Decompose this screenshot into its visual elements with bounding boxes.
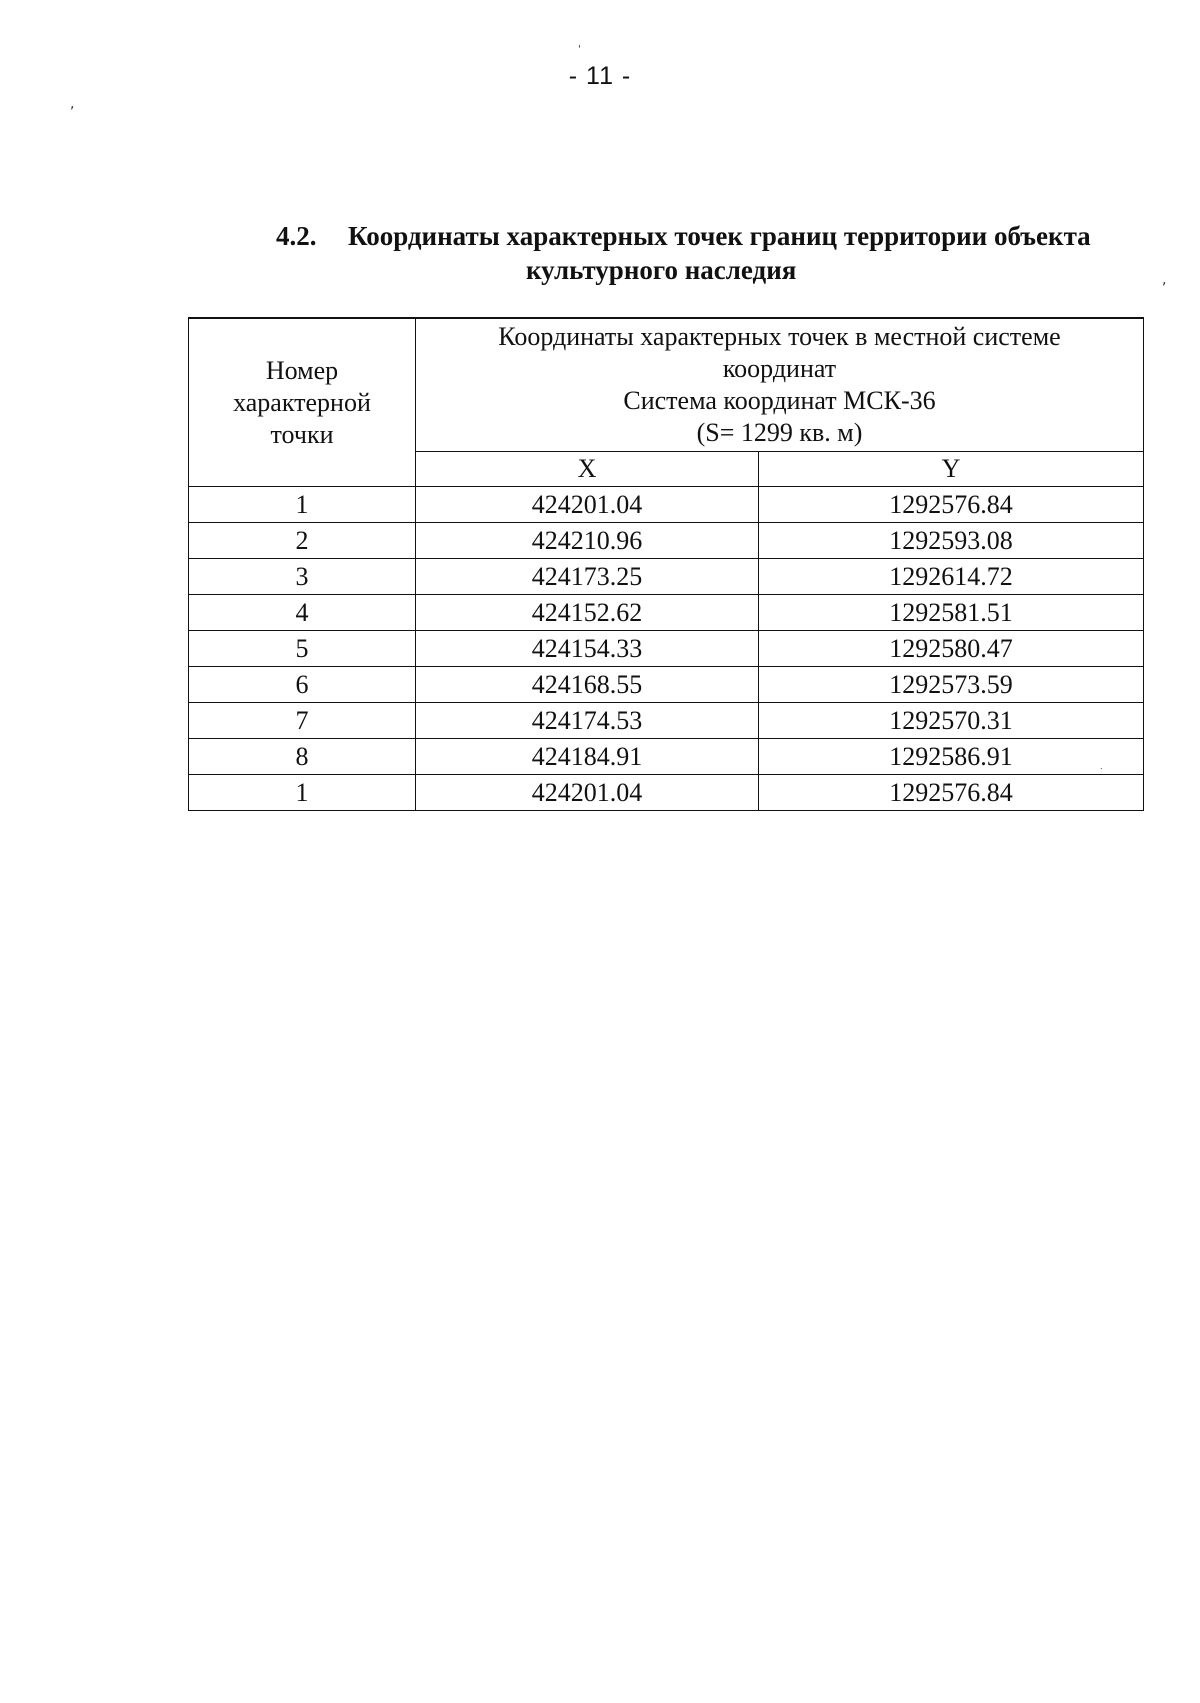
table-row	[189, 703, 1144, 739]
table-row	[189, 487, 1144, 523]
cell-x: 424201.04	[416, 487, 759, 523]
scan-speck: .	[1100, 762, 1103, 771]
cell-y: 1292593.08	[759, 523, 1144, 559]
header-coordinates-line: Система координат МСК-36	[623, 386, 936, 415]
cell-x: 424154.33	[416, 631, 759, 667]
section-number: 4.2.	[276, 221, 317, 251]
table-row	[189, 595, 1144, 631]
coordinates-table	[188, 317, 1144, 811]
scan-speck: ,	[70, 96, 75, 112]
header-coordinates-line: (S= 1299 кв. м)	[696, 418, 863, 447]
section-heading	[276, 219, 1156, 287]
page-number: - 11 -	[568, 62, 632, 90]
table-row	[189, 775, 1144, 811]
header-point-line: Номер	[265, 355, 339, 385]
cell-x: 424201.04	[416, 775, 759, 811]
table-header-row	[189, 318, 1144, 452]
cell-point: 8	[189, 739, 416, 775]
cell-x: 424184.91	[416, 739, 759, 775]
cell-x: 424152.62	[416, 595, 759, 631]
section-title-line1: Координаты характерных точек границ территории объекта	[348, 221, 1091, 251]
cell-point: 1	[189, 775, 416, 811]
table-row	[189, 559, 1144, 595]
header-point-line: характерной	[233, 387, 371, 417]
table-row	[189, 739, 1144, 775]
cell-x: 424210.96	[416, 523, 759, 559]
cell-point: 2	[189, 523, 416, 559]
cell-y: 1292576.84	[759, 775, 1144, 811]
cell-y: 1292570.31	[759, 703, 1144, 739]
header-point-line: точки	[270, 419, 334, 449]
cell-y: 1292586.91	[759, 739, 1144, 775]
header-coordinates	[416, 318, 1144, 452]
cell-point: 6	[189, 667, 416, 703]
scan-speck: '	[578, 44, 581, 55]
cell-point: 5	[189, 631, 416, 667]
cell-y: 1292576.84	[759, 487, 1144, 523]
cell-y: 1292614.72	[759, 559, 1144, 595]
section-title-line2: культурного наследия	[526, 255, 797, 285]
cell-y: 1292581.51	[759, 595, 1144, 631]
cell-x: 424168.55	[416, 667, 759, 703]
cell-point: 3	[189, 559, 416, 595]
table-row	[189, 667, 1144, 703]
cell-y: 1292573.59	[759, 667, 1144, 703]
cell-x: 424174.53	[416, 703, 759, 739]
header-x: X	[416, 452, 759, 487]
header-coordinates-line: Координаты характерных точек в местной системе	[498, 322, 1061, 351]
cell-point: 4	[189, 595, 416, 631]
header-point-number	[189, 318, 416, 487]
cell-y: 1292580.47	[759, 631, 1144, 667]
cell-point: 1	[189, 487, 416, 523]
header-y: Y	[759, 452, 1144, 487]
header-coordinates-line: координат	[722, 354, 837, 383]
table-row	[189, 523, 1144, 559]
cell-point: 7	[189, 703, 416, 739]
cell-x: 424173.25	[416, 559, 759, 595]
scan-speck: ,	[1162, 272, 1167, 288]
table-row	[189, 631, 1144, 667]
